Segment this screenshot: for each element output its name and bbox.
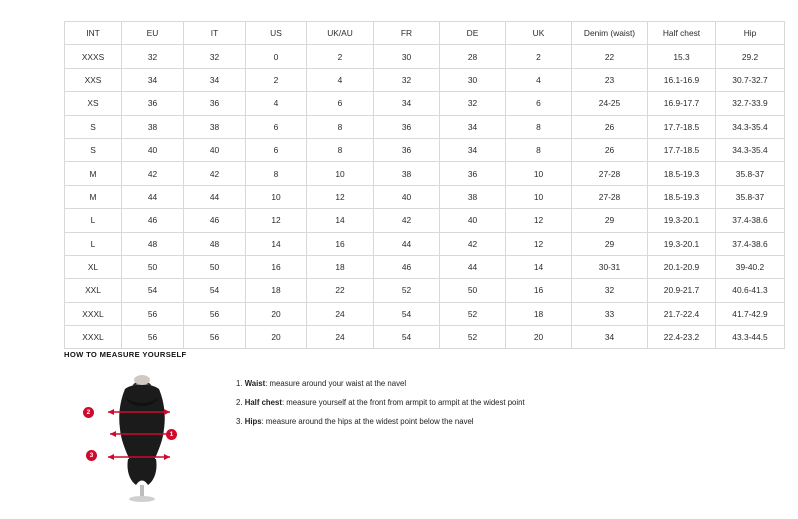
cell-ukau: 12 (307, 185, 374, 208)
cell-de: 38 (440, 185, 506, 208)
table-body (65, 45, 785, 349)
cell-us: 6 (246, 115, 307, 138)
cell-uk: 18 (506, 302, 572, 325)
table-header-row (65, 22, 785, 45)
cell-fr: 30 (374, 45, 440, 68)
cell-uk: 12 (506, 232, 572, 255)
cell-eu: 38 (122, 115, 184, 138)
column-header-eu: EU (122, 22, 184, 45)
cell-us: 20 (246, 302, 307, 325)
cell-hip: 29.2 (716, 45, 785, 68)
cell-half-chest: 16.9-17.7 (648, 92, 716, 115)
cell-it: 34 (184, 68, 246, 91)
cell-denim-waist: 29 (572, 209, 648, 232)
cell-us: 10 (246, 185, 307, 208)
table-row (65, 115, 785, 138)
cell-eu: 54 (122, 279, 184, 302)
cell-ukau: 6 (307, 92, 374, 115)
cell-de: 50 (440, 279, 506, 302)
cell-eu: 40 (122, 138, 184, 161)
cell-fr: 54 (374, 326, 440, 349)
measurement-diagram (82, 367, 212, 502)
cell-de: 40 (440, 209, 506, 232)
cell-int: XXXL (65, 302, 122, 325)
cell-de: 52 (440, 326, 506, 349)
cell-eu: 46 (122, 209, 184, 232)
table-row (65, 162, 785, 185)
cell-denim-waist: 27-28 (572, 162, 648, 185)
cell-uk: 8 (506, 138, 572, 161)
instruction-index-2: 2. (236, 397, 243, 407)
instruction-term-waist: Waist (244, 379, 266, 388)
cell-hip: 34.3-35.4 (716, 138, 785, 161)
cell-int: S (65, 138, 122, 161)
cell-us: 6 (246, 138, 307, 161)
cell-de: 44 (440, 255, 506, 278)
cell-half-chest: 19.3-20.1 (648, 232, 716, 255)
cell-us: 12 (246, 209, 307, 232)
cell-hip: 35.8-37 (716, 162, 785, 185)
cell-de: 34 (440, 138, 506, 161)
cell-ukau: 14 (307, 209, 374, 232)
cell-int: XL (65, 255, 122, 278)
cell-half-chest: 17.7-18.5 (648, 138, 716, 161)
column-header-us: US (246, 22, 307, 45)
cell-fr: 40 (374, 185, 440, 208)
cell-eu: 32 (122, 45, 184, 68)
cell-hip: 32.7-33.9 (716, 92, 785, 115)
cell-ukau: 8 (307, 138, 374, 161)
cell-int: XXXL (65, 326, 122, 349)
instruction-waist (236, 379, 525, 388)
cell-ukau: 24 (307, 326, 374, 349)
diagram-badge-2: 2 (83, 407, 94, 418)
cell-fr: 46 (374, 255, 440, 278)
cell-de: 34 (440, 115, 506, 138)
cell-fr: 44 (374, 232, 440, 255)
cell-denim-waist: 24-25 (572, 92, 648, 115)
cell-it: 48 (184, 232, 246, 255)
cell-int: XS (65, 92, 122, 115)
cell-fr: 36 (374, 115, 440, 138)
cell-de: 52 (440, 302, 506, 325)
cell-denim-waist: 32 (572, 279, 648, 302)
cell-int: XXXS (65, 45, 122, 68)
cell-us: 16 (246, 255, 307, 278)
cell-us: 2 (246, 68, 307, 91)
cell-eu: 56 (122, 302, 184, 325)
diagram-badge-3: 3 (86, 450, 97, 461)
cell-uk: 4 (506, 68, 572, 91)
size-chart-container (64, 21, 768, 349)
cell-fr: 32 (374, 68, 440, 91)
table-row (65, 279, 785, 302)
cell-it: 38 (184, 115, 246, 138)
cell-it: 54 (184, 279, 246, 302)
cell-int: L (65, 209, 122, 232)
cell-half-chest: 22.4-23.2 (648, 326, 716, 349)
cell-eu: 50 (122, 255, 184, 278)
cell-it: 50 (184, 255, 246, 278)
instruction-term-hips: Hips (244, 416, 262, 426)
cell-half-chest: 19.3-20.1 (648, 209, 716, 232)
cell-uk: 10 (506, 162, 572, 185)
cell-half-chest: 21.7-22.4 (648, 302, 716, 325)
cell-us: 4 (246, 92, 307, 115)
cell-ukau: 8 (307, 115, 374, 138)
cell-denim-waist: 27-28 (572, 185, 648, 208)
cell-fr: 54 (374, 302, 440, 325)
table-header (65, 22, 785, 45)
table-row (65, 232, 785, 255)
instruction-text-half-chest: : measure yourself at the front from armpit to armpit at the widest point (281, 397, 525, 407)
column-header-uk: UK (506, 22, 572, 45)
instruction-term-half-chest: Half chest (244, 397, 282, 407)
table-row (65, 138, 785, 161)
table-row (65, 209, 785, 232)
cell-hip: 37.4-38.6 (716, 232, 785, 255)
cell-us: 18 (246, 279, 307, 302)
cell-ukau: 16 (307, 232, 374, 255)
cell-int: S (65, 115, 122, 138)
cell-ukau: 22 (307, 279, 374, 302)
table-row (65, 302, 785, 325)
cell-eu: 36 (122, 92, 184, 115)
cell-it: 42 (184, 162, 246, 185)
cell-ukau: 24 (307, 302, 374, 325)
cell-int: XXS (65, 68, 122, 91)
cell-uk: 12 (506, 209, 572, 232)
table-row (65, 45, 785, 68)
cell-hip: 34.3-35.4 (716, 115, 785, 138)
cell-it: 40 (184, 138, 246, 161)
instruction-index-3: 3. (236, 416, 243, 426)
cell-us: 14 (246, 232, 307, 255)
cell-fr: 38 (374, 162, 440, 185)
cell-fr: 42 (374, 209, 440, 232)
cell-fr: 52 (374, 279, 440, 302)
cell-uk: 6 (506, 92, 572, 115)
column-header-int: INT (65, 22, 122, 45)
column-header-it: IT (184, 22, 246, 45)
cell-it: 56 (184, 326, 246, 349)
cell-it: 44 (184, 185, 246, 208)
how-to-measure-section (64, 350, 764, 502)
cell-eu: 48 (122, 232, 184, 255)
column-header-half-chest: Half chest (648, 22, 716, 45)
cell-hip: 35.8-37 (716, 185, 785, 208)
column-header-hip: Hip (716, 22, 785, 45)
instruction-hips (236, 417, 525, 426)
cell-int: M (65, 185, 122, 208)
cell-us: 0 (246, 45, 307, 68)
cell-it: 36 (184, 92, 246, 115)
cell-half-chest: 18.5-19.3 (648, 162, 716, 185)
cell-half-chest: 18.5-19.3 (648, 185, 716, 208)
cell-hip: 40.6-41.3 (716, 279, 785, 302)
cell-denim-waist: 22 (572, 45, 648, 68)
size-chart-table (64, 21, 785, 349)
cell-ukau: 10 (307, 162, 374, 185)
cell-it: 32 (184, 45, 246, 68)
cell-half-chest: 20.1-20.9 (648, 255, 716, 278)
column-header-de: DE (440, 22, 506, 45)
instruction-text-waist: : measure around your waist at the navel (265, 379, 407, 388)
cell-half-chest: 16.1-16.9 (648, 68, 716, 91)
measurement-instructions (236, 367, 525, 436)
cell-int: M (65, 162, 122, 185)
table-row (65, 185, 785, 208)
cell-de: 42 (440, 232, 506, 255)
table-row (65, 326, 785, 349)
cell-half-chest: 20.9-21.7 (648, 279, 716, 302)
cell-hip: 41.7-42.9 (716, 302, 785, 325)
table-row (65, 92, 785, 115)
diagram-badge-1: 1 (166, 429, 177, 440)
cell-hip: 43.3-44.5 (716, 326, 785, 349)
cell-eu: 42 (122, 162, 184, 185)
cell-uk: 8 (506, 115, 572, 138)
cell-uk: 14 (506, 255, 572, 278)
cell-denim-waist: 34 (572, 326, 648, 349)
cell-ukau: 18 (307, 255, 374, 278)
cell-denim-waist: 29 (572, 232, 648, 255)
instruction-half-chest (236, 398, 525, 407)
instruction-text-hips: : measure around the hips at the widest point below the navel (261, 416, 474, 426)
cell-us: 8 (246, 162, 307, 185)
cell-int: L (65, 232, 122, 255)
cell-denim-waist: 26 (572, 138, 648, 161)
cell-eu: 56 (122, 326, 184, 349)
cell-denim-waist: 33 (572, 302, 648, 325)
cell-hip: 30.7-32.7 (716, 68, 785, 91)
cell-de: 36 (440, 162, 506, 185)
cell-denim-waist: 23 (572, 68, 648, 91)
column-header-ukau: UK/AU (307, 22, 374, 45)
cell-hip: 39-40.2 (716, 255, 785, 278)
instruction-index-1: 1. (236, 379, 243, 388)
cell-de: 28 (440, 45, 506, 68)
cell-fr: 34 (374, 92, 440, 115)
cell-us: 20 (246, 326, 307, 349)
cell-de: 32 (440, 92, 506, 115)
cell-denim-waist: 30-31 (572, 255, 648, 278)
table-row (65, 255, 785, 278)
cell-half-chest: 15.3 (648, 45, 716, 68)
cell-half-chest: 17.7-18.5 (648, 115, 716, 138)
how-to-measure-title: HOW TO MEASURE YOURSELF (64, 350, 187, 359)
cell-uk: 16 (506, 279, 572, 302)
cell-uk: 20 (506, 326, 572, 349)
cell-eu: 44 (122, 185, 184, 208)
cell-eu: 34 (122, 68, 184, 91)
column-header-denim-waist: Denim (waist) (572, 22, 648, 45)
table-row (65, 68, 785, 91)
cell-it: 46 (184, 209, 246, 232)
cell-uk: 10 (506, 185, 572, 208)
column-header-fr: FR (374, 22, 440, 45)
cell-ukau: 2 (307, 45, 374, 68)
cell-uk: 2 (506, 45, 572, 68)
cell-fr: 36 (374, 138, 440, 161)
how-to-measure-body (64, 367, 764, 502)
cell-denim-waist: 26 (572, 115, 648, 138)
cell-hip: 37.4-38.6 (716, 209, 785, 232)
cell-int: XXL (65, 279, 122, 302)
cell-de: 30 (440, 68, 506, 91)
cell-ukau: 4 (307, 68, 374, 91)
mannequin-illustration (82, 367, 212, 502)
cell-it: 56 (184, 302, 246, 325)
